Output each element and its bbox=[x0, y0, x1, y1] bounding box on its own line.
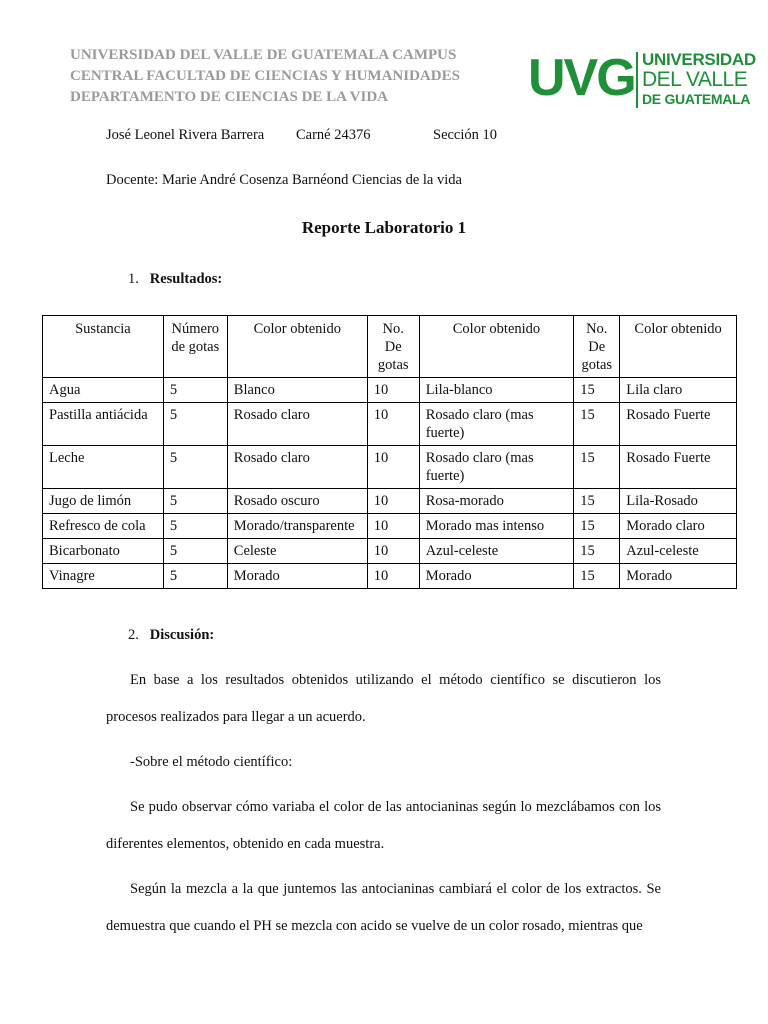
table-cell: Bicarbonato bbox=[43, 539, 164, 564]
section-discussion-heading bbox=[128, 627, 214, 644]
table-cell: Rosado claro (mas fuerte) bbox=[419, 403, 574, 446]
section-label: Discusión: bbox=[149, 627, 215, 643]
logo-wordmark bbox=[642, 50, 756, 107]
table-cell: 10 bbox=[367, 446, 419, 489]
table-cell: Vinagre bbox=[43, 564, 164, 589]
institution-line: CENTRAL FACULTAD DE CIENCIAS Y HUMANIDADES bbox=[70, 68, 460, 84]
table-cell: Morado/transparente bbox=[227, 514, 367, 539]
discussion-paragraph bbox=[106, 662, 661, 736]
table-header-cell: Color obtenido bbox=[419, 316, 574, 378]
institution-line: UNIVERSIDAD DEL VALLE DE GUATEMALA CAMPUS bbox=[70, 47, 457, 63]
table-cell: Rosado claro (mas fuerte) bbox=[419, 446, 574, 489]
table-cell: 5 bbox=[163, 378, 227, 403]
section-results-heading bbox=[128, 271, 222, 288]
table-cell: 10 bbox=[367, 564, 419, 589]
section-number: 1. bbox=[128, 271, 139, 287]
table-cell: 10 bbox=[367, 539, 419, 564]
table-cell: Morado mas intenso bbox=[419, 514, 574, 539]
table-cell: Celeste bbox=[227, 539, 367, 564]
student-section: Sección 10 bbox=[433, 127, 498, 143]
table-cell: 5 bbox=[163, 514, 227, 539]
table-cell: Rosado claro bbox=[227, 446, 367, 489]
table-cell: 5 bbox=[163, 564, 227, 589]
table-cell: 15 bbox=[574, 446, 620, 489]
table-cell: 10 bbox=[367, 378, 419, 403]
table-cell: Azul-celeste bbox=[620, 539, 737, 564]
table-header-cell: Número de gotas bbox=[163, 316, 227, 378]
table-cell: 15 bbox=[574, 489, 620, 514]
institution-header bbox=[70, 45, 490, 108]
table-row bbox=[43, 514, 737, 539]
table-row bbox=[43, 539, 737, 564]
paragraph-text: Se pudo observar cómo variaba el color de las antocianinas según lo mezclábamos con los diferentes elementos, obtenido en cada muestra. bbox=[106, 799, 661, 852]
table-header-row bbox=[43, 316, 737, 378]
table-row bbox=[43, 564, 737, 589]
logo-line-3: DE GUATEMALA bbox=[642, 91, 751, 107]
table-cell: Lila-blanco bbox=[419, 378, 574, 403]
table-row bbox=[43, 489, 737, 514]
table-cell: Leche bbox=[43, 446, 164, 489]
table-row bbox=[43, 403, 737, 446]
paragraph-text: En base a los resultados obtenidos utilizando el método científico se discutieron los procesos realizados para llegar a un acuerdo. bbox=[106, 672, 661, 725]
table-cell: 5 bbox=[163, 446, 227, 489]
logo-line-1: UNIVERSIDAD bbox=[642, 50, 756, 69]
table-header-cell: Color obtenido bbox=[620, 316, 737, 378]
table-cell: Rosado Fuerte bbox=[620, 446, 737, 489]
table-cell: 15 bbox=[574, 378, 620, 403]
logo-mark: UVG bbox=[528, 49, 635, 107]
table-cell: Pastilla antiácida bbox=[43, 403, 164, 446]
logo-line-2: DEL VALLE bbox=[642, 68, 748, 91]
table-cell: Jugo de limón bbox=[43, 489, 164, 514]
table-cell: Morado bbox=[227, 564, 367, 589]
paragraph-text: -Sobre el método científico: bbox=[130, 754, 293, 770]
table-cell: Lila claro bbox=[620, 378, 737, 403]
docente-line: Docente: Marie André Cosenza Barnéond Ciencias de la vida bbox=[106, 172, 462, 188]
table-row bbox=[43, 378, 737, 403]
paragraph-text: Según la mezcla a la que juntemos las antocianinas cambiará el color de los extractos. Se demuestra que cuando el PH se mezcla con acido se vuelve de un color rosado, mientras que bbox=[106, 881, 661, 934]
logo-divider bbox=[636, 52, 638, 108]
table-cell: 10 bbox=[367, 514, 419, 539]
table-cell: Morado bbox=[419, 564, 574, 589]
table-cell: 15 bbox=[574, 403, 620, 446]
table-cell: 5 bbox=[163, 403, 227, 446]
table-header-cell: No. De gotas bbox=[574, 316, 620, 378]
table-cell: 15 bbox=[574, 514, 620, 539]
table-cell: Blanco bbox=[227, 378, 367, 403]
table-cell: Azul-celeste bbox=[419, 539, 574, 564]
table-cell: 15 bbox=[574, 539, 620, 564]
discussion-paragraph bbox=[106, 789, 661, 863]
page-title: Reporte Laboratorio 1 bbox=[301, 218, 467, 237]
table-header-cell: No. De gotas bbox=[367, 316, 419, 378]
table-header-cell: Color obtenido bbox=[227, 316, 367, 378]
section-number: 2. bbox=[128, 627, 139, 643]
table-cell: 15 bbox=[574, 564, 620, 589]
table-cell: Refresco de cola bbox=[43, 514, 164, 539]
institution-line: DEPARTAMENTO DE CIENCIAS DE LA VIDA bbox=[70, 89, 388, 105]
table-cell: Lila-Rosado bbox=[620, 489, 737, 514]
table-cell: 10 bbox=[367, 489, 419, 514]
table-cell: 5 bbox=[163, 539, 227, 564]
table-cell: Morado bbox=[620, 564, 737, 589]
section-label: Resultados: bbox=[149, 271, 223, 287]
table-cell: Morado claro bbox=[620, 514, 737, 539]
table-cell: Rosado Fuerte bbox=[620, 403, 737, 446]
table-cell: Rosado claro bbox=[227, 403, 367, 446]
table-cell: 10 bbox=[367, 403, 419, 446]
table-cell: Agua bbox=[43, 378, 164, 403]
table-header-cell: Sustancia bbox=[43, 316, 164, 378]
table-row bbox=[43, 446, 737, 489]
student-carne: Carné 24376 bbox=[296, 127, 371, 143]
table-cell: Rosado oscuro bbox=[227, 489, 367, 514]
student-name: José Leonel Rivera Barrera bbox=[106, 127, 265, 143]
results-table bbox=[42, 315, 737, 589]
discussion-paragraph bbox=[106, 871, 661, 945]
discussion-paragraph bbox=[106, 744, 661, 781]
table-cell: 5 bbox=[163, 489, 227, 514]
table-cell: Rosa-morado bbox=[419, 489, 574, 514]
